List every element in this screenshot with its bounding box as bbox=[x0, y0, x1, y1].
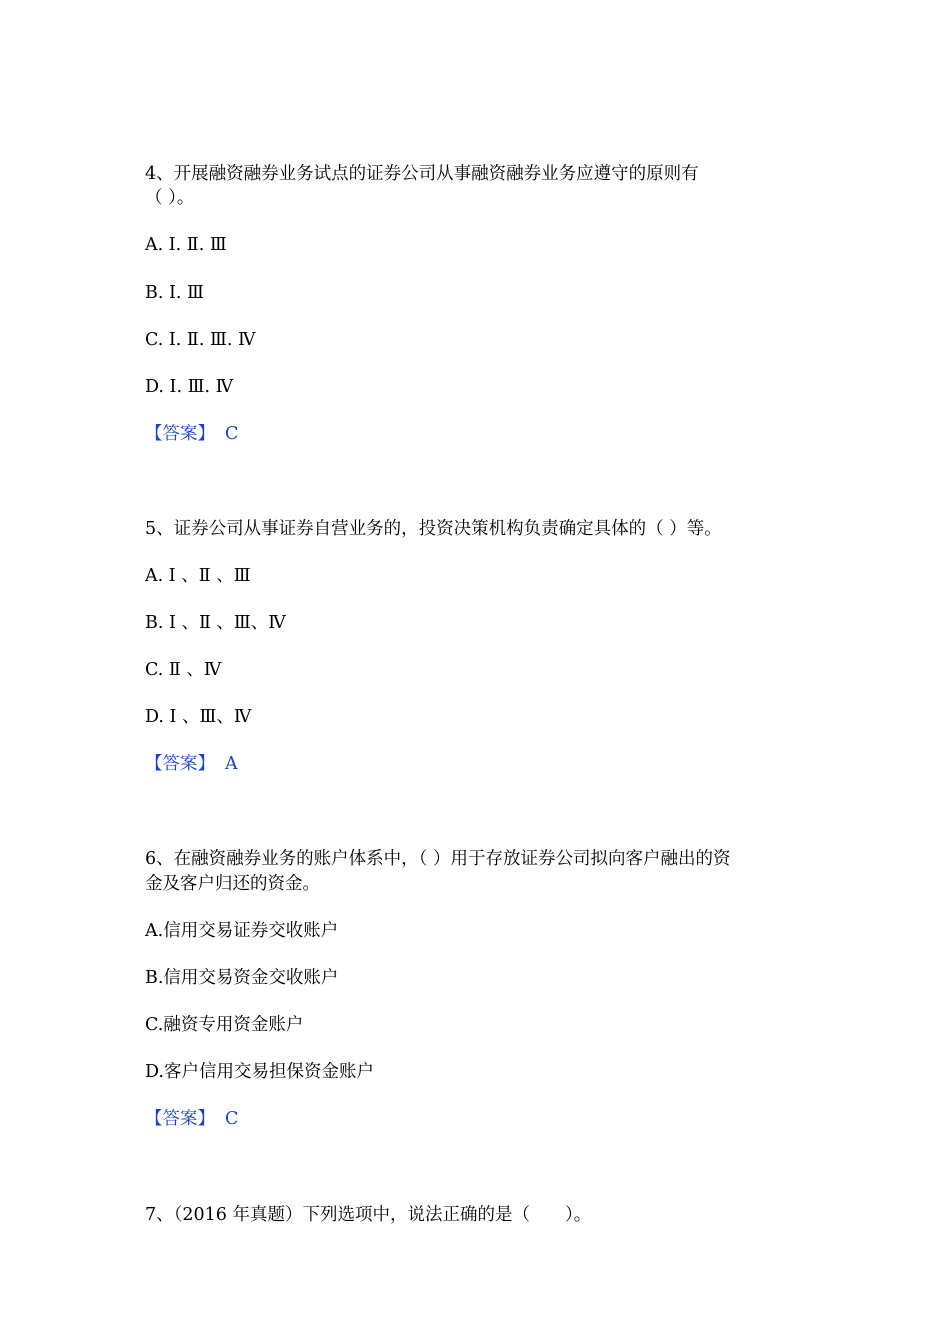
q5-answer-value: A bbox=[225, 754, 238, 774]
q5-option-a: A. Ⅰ 、Ⅱ 、Ⅲ bbox=[145, 566, 251, 586]
q6-answer-value: C bbox=[225, 1109, 239, 1129]
q6-option-c: C.融资专用资金账户 bbox=[145, 1015, 304, 1035]
q4-stem-line-2: （ ）。 bbox=[145, 188, 195, 208]
q6-answer-label: 【答案】 bbox=[145, 1109, 215, 1129]
q6-stem-line-1: 6、在融资融券业务的账户体系中，（ ）用于存放证券公司拟向客户融出的资 bbox=[145, 849, 731, 869]
q6-option-d: D.客户信用交易担保资金账户 bbox=[145, 1062, 374, 1082]
q4-stem-line-1: 4、开展融资融券业务试点的证券公司从事融资融券业务应遵守的原则有 bbox=[145, 164, 699, 184]
q6-answer bbox=[145, 1107, 238, 1131]
q5-stem-line-1: 5、证券公司从事证券自营业务的，投资决策机构负责确定具体的（ ）等。 bbox=[145, 519, 722, 539]
q4-option-b: B. Ⅰ. Ⅲ bbox=[145, 283, 204, 303]
q6-option-b: B.信用交易资金交收账户 bbox=[145, 968, 339, 988]
q4-option-c: C. Ⅰ. Ⅱ. Ⅲ. Ⅳ bbox=[145, 330, 256, 350]
q4-option-d: D. Ⅰ. Ⅲ. Ⅳ bbox=[145, 377, 234, 397]
q4-answer bbox=[145, 422, 238, 446]
q4-answer-value: C bbox=[225, 424, 239, 444]
q5-option-b: B. Ⅰ 、Ⅱ 、Ⅲ、Ⅳ bbox=[145, 613, 286, 633]
q6-stem-line-2: 金及客户归还的资金。 bbox=[145, 874, 320, 894]
q4-answer-label: 【答案】 bbox=[145, 424, 215, 444]
q5-answer bbox=[145, 752, 238, 776]
q5-answer-label: 【答案】 bbox=[145, 754, 215, 774]
q6-option-a: A.信用交易证券交收账户 bbox=[145, 921, 339, 941]
q5-option-d: D. Ⅰ 、Ⅲ、Ⅳ bbox=[145, 707, 252, 727]
q7-stem-line-1: 7、（2016 年真题）下列选项中，说法正确的是（ ）。 bbox=[145, 1205, 592, 1225]
q4-option-a: A. Ⅰ. Ⅱ. Ⅲ bbox=[145, 235, 227, 255]
q5-option-c: C. Ⅱ 、Ⅳ bbox=[145, 660, 222, 680]
